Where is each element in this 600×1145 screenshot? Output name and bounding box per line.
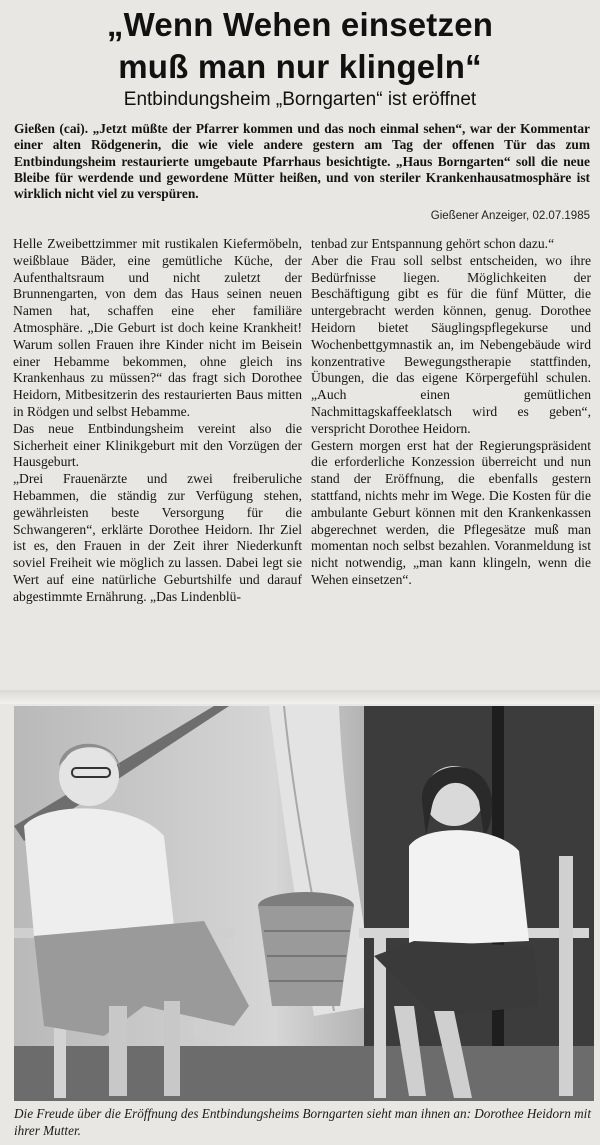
lead-paragraph: Gießen (cai). „Jetzt müßte der Pfarrer kommen und das noch einmal sehen“, war der Kommentar einer alten Rödgenerin, die wie viele andere gestern am Tag der offenen Tür das zum Entbindungsheim restaurierte umgebaute Pfarrhaus besichtigte. „Haus Borngarten“ soll die neue Bleibe für werdende und gewordene Mütter heißen, und von steriler Krankenhausatmosphäre ist wirklich nicht viel zu verspüren. (14, 121, 590, 202)
right-paragraph: Aber die Frau soll selbst entscheiden, wo ihre Bedürfnisse liegen. Möglichkeiten der Beschäftigung gibt es für die fünf Mütter, die untergebracht werden können, genug. Dorothee Heidorn bietet Säuglingspflegekurse und Wochenbettgymnastik an, im Nebengebäude wird konzentrative Bewegungstherapie stattfinden, Übungen, die das eigene Körpergefühl schulen. „Auch einen gemütlichen Nachmittagskaffeeklatsch wird es geben“, verspricht Dorothee Heidorn. (311, 252, 591, 436)
left-paragraph: Helle Zweibettzimmer mit rustikalen Kiefermöbeln, weißblaue Bäder, eine gemütliche Küche, der Aufenthaltsraum und nicht zuletzt der Brunnengarten, von dem das Haus seinen neuen Namen hat, schaffen eine eher familiäre Atmosphäre. „Die Geburt ist doch keine Krankheit! Warum sollen Frauen ihre Kinder nicht im Beisein einer Hebamme bekommen, ohne gleich ins Krankenhaus zu müssen?“ das fragt sich Dorothee Heidorn, Mitbesitzerin des restaurierten Baus mitten in Rödgen und selbst Hebamme. (13, 236, 302, 419)
left-paragraph: „Drei Frauenärzte und zwei freiberuliche Hebammen, die ständig zur Verfügung stehen, gewährleisten beste Versorgung für die Schwangeren“, erklärte Dorothee Heidorn. Ihr Ziel ist es, den Frauen in der Zeit ihrer Niederkunft soviel Freiheit wie möglich zu lassen. Dabei legt sie Wert auf eine natürliche Geburtshilfe und darauf abgestimmte Ernährung. „Das Lindenblü- (13, 471, 302, 604)
photo-caption: Die Freude über die Eröffnung des Entbindungsheims Borngarten sieht man ihnen an: Dorothee Heidorn mit ihrer Mutter. (14, 1106, 591, 1138)
headline-line-1: „Wenn Wehen einsetzen (106, 6, 494, 43)
subheadline: Entbindungsheim „Borngarten“ ist eröffnet (123, 89, 477, 110)
headline-line-2: muß man nur klingeln“ (118, 48, 482, 85)
left-paragraph: Das neue Entbindungsheim vereint also die Sicherheit einer Klinikgeburt mit den Vorzügen der Hausgeburt. (13, 420, 302, 470)
article-column-left (13, 236, 302, 606)
headline (0, 4, 600, 88)
source-line: Gießener Anzeiger, 02.07.1985 (430, 210, 590, 222)
article-column-right (311, 236, 591, 589)
clipping-divider (0, 690, 600, 704)
right-paragraph: tenbad zur Entspannung gehört schon dazu.“ (311, 236, 555, 251)
right-paragraph: Gestern morgen erst hat der Regierungspräsident die erforderliche Konzession überreicht und nun stand der Eröffnung, die ebenfalls gestern stattfand, nichts mehr im Wege. Die Kosten für die ambulante Geburt können mit den Krankenkassen abgerechnet werden, die Pflegesätze muß man momentan noch selbst bezahlen. Voranmeldung ist nicht notwendig, „man kann klingeln, wenn die Wehen einsetzen“. (311, 437, 591, 587)
article-photo (14, 706, 594, 1101)
photo-illustration (14, 706, 594, 1101)
